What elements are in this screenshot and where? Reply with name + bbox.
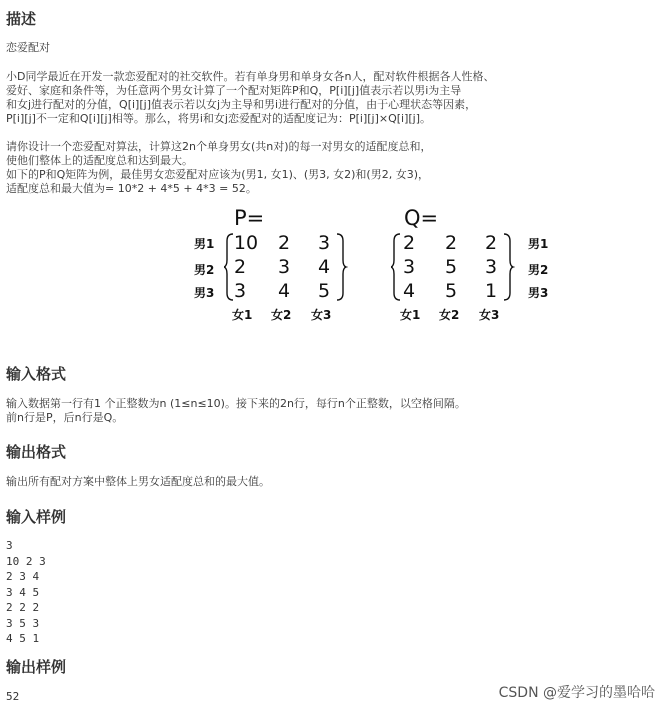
- q-cell: 5: [444, 280, 458, 302]
- csdn-watermark: CSDN @爱学习的墨哈哈: [498, 685, 655, 701]
- q-row-label: 男3: [528, 286, 549, 300]
- description-heading: 描述: [6, 10, 37, 28]
- input-format-line: 前n行是P，后n行是Q。: [6, 411, 124, 424]
- description-line: 适配度总和最大值为= 10*2 + 4*5 + 4*3 = 52。: [6, 182, 257, 195]
- description-line: 爱好、家庭和条件等，为任意两个男女计算了一个配对矩阵P和Q，P[i][j]值表示若以男i为主导: [6, 84, 462, 97]
- p-cell: 4: [317, 256, 331, 278]
- q-col-label: 女3: [479, 308, 500, 322]
- p-cell: 2: [277, 232, 291, 254]
- q-cell: 3: [402, 256, 416, 278]
- q-col-label: 女2: [439, 308, 460, 322]
- q-cell: 2: [444, 232, 458, 254]
- problem-name: 恋爱配对: [6, 41, 50, 54]
- p-col-label: 女2: [271, 308, 292, 322]
- output-sample-code: 52: [6, 690, 20, 703]
- q-col-label: 女1: [400, 308, 421, 322]
- p-cell: 3: [277, 256, 291, 278]
- description-line: 和女j进行配对的分值，Q[i][j]值表示若以女j为主导和男i进行配对的分值，由于心理状态等因素，: [6, 98, 477, 111]
- description-line: P[i][j]不一定和Q[i][j]相等。那么，将男i和女j恋爱配对的适配度记为：P[i][j]×Q[i][j]。: [6, 112, 432, 125]
- q-matrix-label: Q=: [404, 206, 439, 230]
- description-line: 小D同学最近在开发一款恋爱配对的社交软件。若有单身男和单身女各n人，配对软件根据各人性格、: [6, 70, 495, 83]
- q-cell: 3: [484, 256, 498, 278]
- p-row-label: 男1: [194, 237, 215, 251]
- output-format-heading: 输出格式: [6, 443, 67, 461]
- p-cell: 5: [317, 280, 331, 302]
- q-row-label: 男2: [528, 263, 549, 277]
- q-row-label: 男1: [528, 237, 549, 251]
- output-format-line: 输出所有配对方案中整体上男女适配度总和的最大值。: [6, 475, 270, 488]
- description-line: 请你设计一个恋爱配对算法，计算这2n个单身男女(共n对)的每一对男女的适配度总和，: [6, 140, 432, 153]
- input-format-line: 输入数据第一行有1 个正整数为n (1≤n≤10)。接下来的2n行，每行n个正整数，以空格间隔。: [6, 397, 466, 410]
- p-row-label: 男3: [194, 286, 215, 300]
- p-cell: 2: [233, 256, 247, 278]
- q-cell: 1: [484, 280, 498, 302]
- matrix-illustration: [0, 202, 669, 327]
- description-line: 如下的P和Q矩阵为例，最佳男女恋爱配对应该为(男1, 女1)、(男3, 女2)和(男2, 女3)，: [6, 168, 430, 181]
- q-cell: 5: [444, 256, 458, 278]
- p-cell: 3: [233, 280, 247, 302]
- p-col-label: 女3: [311, 308, 332, 322]
- p-cell: 4: [277, 280, 291, 302]
- input-format-heading: 输入格式: [6, 365, 67, 383]
- p-row-label: 男2: [194, 263, 215, 277]
- p-matrix-label: P=: [234, 206, 265, 230]
- description-line: 使他们整体上的适配度总和达到最大。: [6, 154, 193, 167]
- p-col-label: 女1: [232, 308, 253, 322]
- q-cell: 4: [402, 280, 416, 302]
- output-sample-heading: 输出样例: [6, 658, 67, 676]
- input-sample-heading: 输入样例: [6, 508, 67, 526]
- p-cell: 10: [233, 232, 259, 254]
- q-cell: 2: [484, 232, 498, 254]
- input-sample-code: 3 10 2 3 2 3 4 3 4 5 2 2 2 3 5 3 4 5 1: [6, 539, 46, 645]
- q-cell: 2: [402, 232, 416, 254]
- p-cell: 3: [317, 232, 331, 254]
